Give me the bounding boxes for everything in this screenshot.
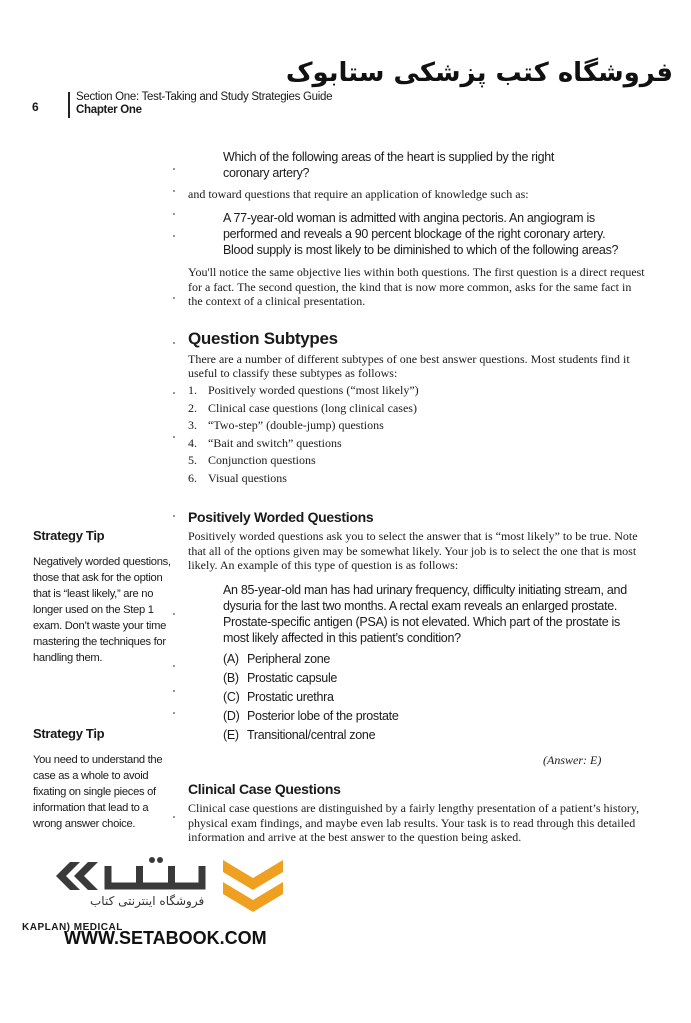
watermark-title: فروشگاه کتب پزشکی ستابوک: [285, 58, 673, 88]
section-heading: Question Subtypes: [188, 329, 338, 348]
case-line: most likely affected in this patient’s condition?: [223, 631, 461, 645]
margin-dot: [173, 392, 175, 394]
example-question-line: performed and reveals a 90 percent blockage of the right coronary artery.: [223, 227, 606, 241]
margin-dot: [173, 515, 175, 517]
running-header-section: Section One: Test-Taking and Study Strategies Guide: [76, 91, 333, 103]
paragraph-line: for a fact. The second question, the kind that is now more common, asks for the same fact in: [188, 279, 632, 294]
strategy-tip-heading: Strategy Tip: [33, 528, 105, 543]
margin-dot: [173, 613, 175, 615]
orange-chevron-icon: [218, 856, 288, 918]
header-divider: [68, 92, 70, 118]
kaplan-medical-logo: KAPLAN) MEDICAL: [22, 922, 123, 933]
paragraph-line: that all of the options given may be somewhat likely. Your job is to select the one that is most: [188, 543, 637, 558]
strategy-tip-text: Negatively worded questions, those that ask for the option that is “least likely,” are no longer used on the Step 1 exam. Don’t waste your time mastering the techniques for handling them.: [33, 556, 171, 664]
paragraph-line: Clinical case questions are distinguished by a fairly lengthy presentation of a patient’s history,: [188, 801, 640, 815]
case-line: Prostate-specific antigen (PSA) is not elevated. Which part of the prostate is: [223, 615, 620, 629]
answer-option: (B) Prostatic capsule: [223, 671, 338, 685]
paragraph-line: Positively worded questions ask you to select the answer that is “most likely” to be true. Note: [188, 529, 638, 543]
paragraph-line: physical exam findings, and maybe even lab results. Your task is to read through this detailed: [188, 815, 636, 830]
transition-text: and toward questions that require an application of knowledge such as:: [188, 187, 529, 201]
setabook-logo-icon: [52, 856, 212, 896]
running-header-chapter: Chapter One: [76, 104, 142, 116]
watermark-subtitle: فروشگاه اینترنتی کتاب: [90, 894, 205, 908]
list-item: 4. “Bait and switch” questions: [188, 435, 342, 450]
paragraph-line: There are a number of different subtypes of one best answer questions. Most students find it: [188, 352, 630, 366]
case-line: An 85-year-old man has had urinary frequency, difficulty initiating stream, and: [223, 583, 627, 597]
list-item: 5. Conjunction questions: [188, 453, 316, 467]
margin-dot: [173, 190, 175, 192]
case-line: dysuria for the last two months. A rectal exam reveals an enlarged prostate.: [223, 599, 618, 613]
example-question-line: coronary artery?: [223, 166, 310, 180]
paragraph-line: You'll notice the same objective lies within both questions. The first question is a direct request: [188, 265, 645, 279]
paragraph-line: information and arrive at the best answer to the question being asked.: [188, 830, 522, 844]
page-number: 6: [32, 100, 39, 114]
margin-dot: [173, 342, 175, 344]
answer-key: (Answer: E): [543, 753, 602, 767]
example-question-line: Blood supply is most likely to be diminished to which of the following areas?: [223, 243, 619, 257]
answer-option: (C) Prostatic urethra: [223, 690, 334, 704]
paragraph-line: likely. An example of this type of question is as follows:: [188, 558, 459, 572]
margin-dot: [173, 665, 175, 667]
subsection-heading: Positively Worded Questions: [188, 509, 374, 525]
subsection-heading: Clinical Case Questions: [188, 781, 341, 797]
strategy-tip-heading: Strategy Tip: [33, 726, 105, 741]
paragraph-line: useful to classify these subtypes as follows:: [188, 366, 398, 380]
example-question-line: Which of the following areas of the heart is supplied by the right: [223, 150, 555, 164]
margin-dot: [173, 690, 175, 692]
list-item: 1. Positively worded questions (“most likely”): [188, 383, 419, 397]
list-item: 3. “Two-step” (double-jump) questions: [188, 418, 384, 432]
answer-option: (D) Posterior lobe of the prostate: [223, 709, 399, 723]
margin-dot: [173, 297, 175, 299]
strategy-tip-text: You need to understand the case as a whole to avoid fixating on single pieces of information that lead to a wrong answer choice.: [33, 754, 163, 830]
margin-dot: [173, 816, 175, 818]
example-question-line: A 77-year-old woman is admitted with angina pectoris. An angiogram is: [223, 211, 595, 225]
margin-dot: [173, 213, 175, 215]
list-item: 6. Visual questions: [188, 470, 287, 485]
answer-option: (E) Transitional/central zone: [223, 728, 376, 742]
answer-option: (A) Peripheral zone: [223, 652, 331, 666]
paragraph-line: the context of a clinical presentation.: [188, 294, 366, 308]
watermark-website: WWW.SETABOOK.COM: [64, 928, 267, 948]
margin-dot: [173, 235, 175, 237]
margin-dot: [173, 168, 175, 170]
margin-dot: [173, 712, 175, 714]
margin-dot: [173, 436, 175, 438]
list-item: 2. Clinical case questions (long clinical cases): [188, 400, 417, 415]
